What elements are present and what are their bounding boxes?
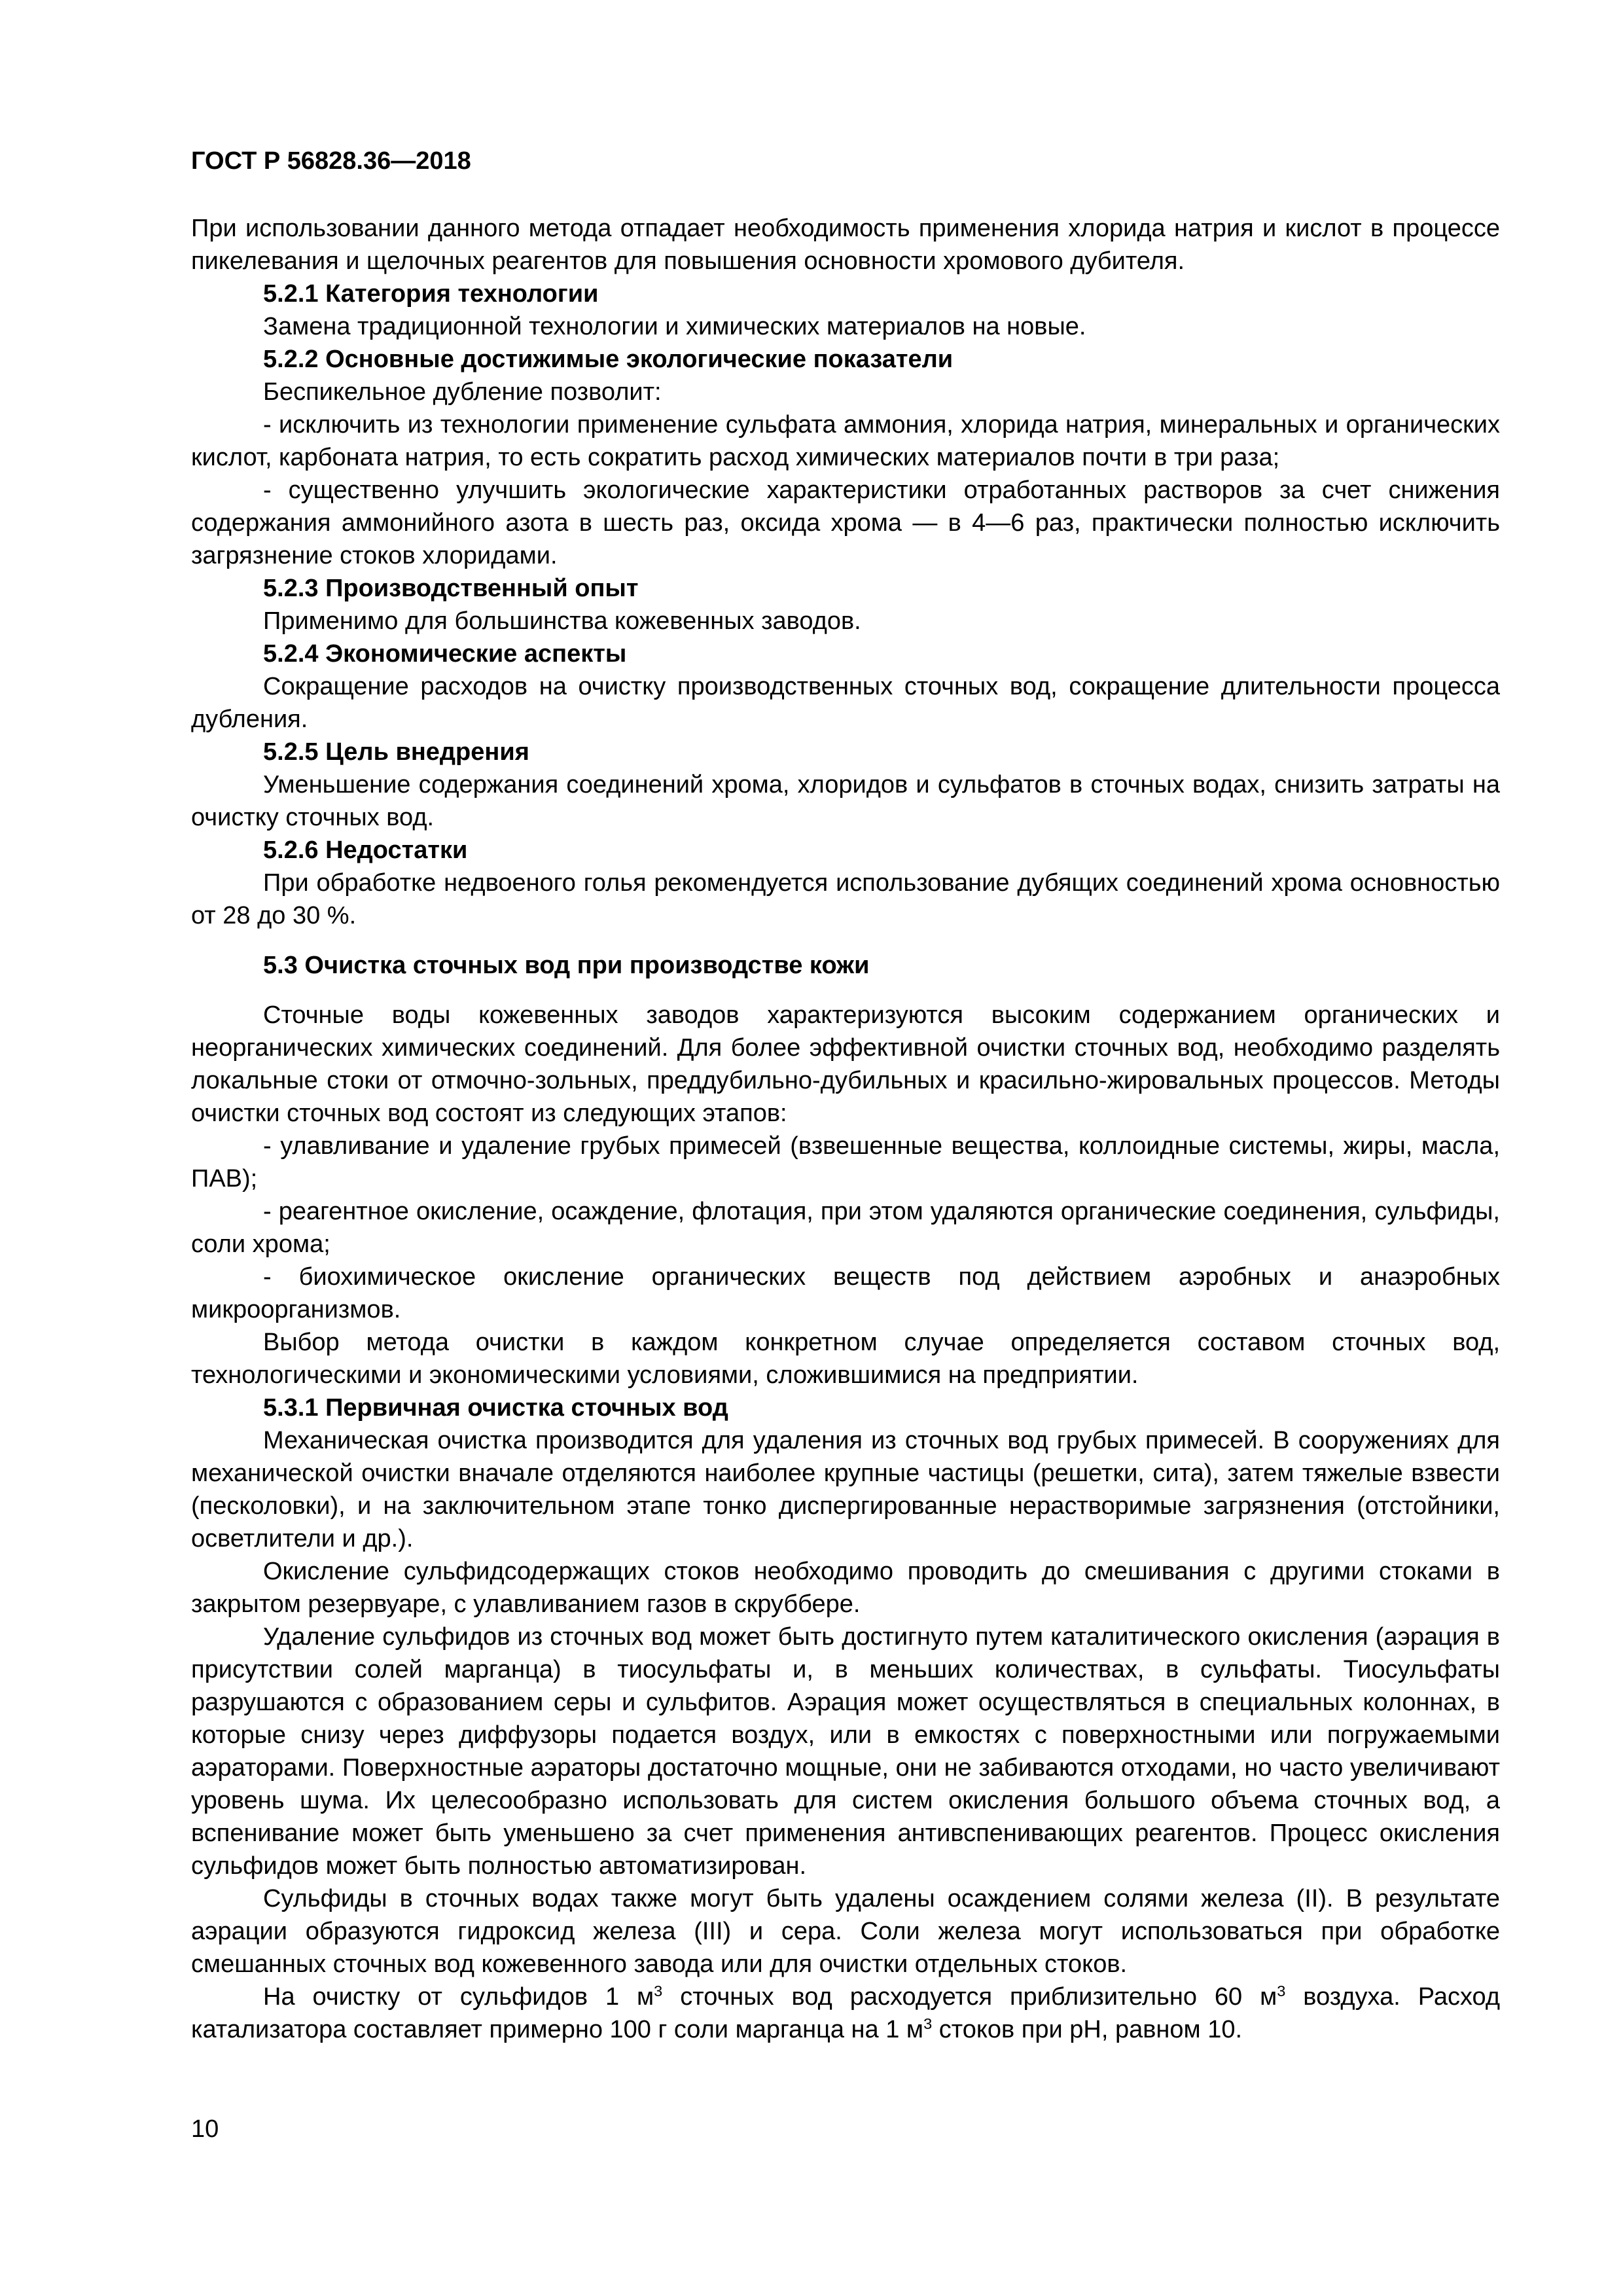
- document-body: [191, 212, 1500, 2046]
- paragraph: Беспикельное дубление позволит:: [263, 378, 662, 406]
- paragraph: - существенно улучшить экологические характеристики отработанных растворов за счет снижения содержания аммонийного азота в шесть раз, оксида хрома — в 4—6 раз, практически полностью исключить загрязнение стоков хлоридами.: [191, 476, 1500, 569]
- paragraph: - биохимическое окисление органических веществ под действием аэробных и анаэробных микроорганизмов.: [191, 1263, 1500, 1323]
- subsection-heading: 5.2.1 Категория технологии: [263, 280, 599, 308]
- superscript: 3: [1277, 1982, 1286, 2000]
- paragraph: Применимо для большинства кожевенных заводов.: [263, 607, 861, 635]
- paragraph: Замена традиционной технологии и химических материалов на новые.: [263, 313, 1086, 340]
- paragraph: Выбор метода очистки в каждом конкретном случае определяется составом сточных вод, технологическими и экономическими условиями, сложившимися на предприятии.: [191, 1329, 1500, 1389]
- text-fragment: стоков при pH, равном 10.: [932, 2016, 1243, 2043]
- text-fragment: воздуха. Расход катализатора составляет примерно 100 г соли марганца на 1 м: [191, 1983, 1501, 2043]
- subsection-heading: 5.3.1 Первичная очистка сточных вод: [263, 1394, 728, 1422]
- text-fragment: сточных вод расходуется приблизительно 60 м: [662, 1983, 1277, 2011]
- paragraph: Окисление сульфидсодержащих стоков необходимо проводить до смешивания с другими стоками в закрытом резервуаре, с улавливанием газов в скруббере.: [191, 1558, 1500, 1618]
- superscript: 3: [654, 1982, 663, 2000]
- subsection-heading: 5.2.4 Экономические аспекты: [263, 640, 627, 668]
- paragraph: - исключить из технологии применение сульфата аммония, хлорида натрия, минеральных и органических кислот, карбоната натрия, то есть сократить расход химических материалов почти в три раза;: [191, 411, 1500, 471]
- subsection-heading: 5.2.5 Цель внедрения: [263, 738, 529, 766]
- text-fragment: На очистку от сульфидов 1 м: [263, 1983, 654, 2011]
- page-number: 10: [191, 2115, 219, 2143]
- paragraph: Удаление сульфидов из сточных вод может быть достигнуто путем каталитического окисления (аэрация в присутствии солей марганца) в тиосульфаты и, в меньших количествах, в сульфаты. Тиосульфаты разрушаются с образованием серы и сульфитов. Аэрация может осуществляться в специальных колоннах, в которые снизу через диффузоры подается воздух, или в емкостях с поверхностными или погружаемыми аэраторами. Поверхностные аэраторы достаточно мощные, они не забиваются отходами, но часто увеличивают уровень шума. Их целесообразно использовать для систем окисления большого объема сточных вод, а вспенивание может быть уменьшено за счет применения антивспенивающих реагентов. Процесс окисления сульфидов может быть полностью автоматизирован.: [191, 1623, 1500, 1880]
- paragraph-catalyst-consumption: [191, 1981, 1500, 2046]
- paragraph: - улавливание и удаление грубых примесей (взвешенные вещества, коллоидные системы, жиры, масла, ПАВ);: [191, 1132, 1500, 1193]
- document-header: ГОСТ Р 56828.36—2018: [191, 147, 471, 175]
- document-page: [191, 144, 1500, 2046]
- paragraph: Механическая очистка производится для удаления из сточных вод грубых примесей. В сооружениях для механической очистки вначале отделяются наиболее крупные частицы (решетки, сита), затем тяжелые взвести (песколовки), и на заключительном этапе тонко диспергированные нерастворимые загрязнения (отстойники, осветлители и др.).: [191, 1427, 1500, 1552]
- paragraph: Сульфиды в сточных водах также могут быть удалены осаждением солями железа (II). В результате аэрации образуются гидроксид железа (III) и сера. Соли железа могут использоваться при обработке смешанных сточных вод кожевенного завода или для очистки отдельных стоков.: [191, 1885, 1500, 1978]
- paragraph: - реагентное окисление, осаждение, флотация, при этом удаляются органические соединения, сульфиды, соли хрома;: [191, 1198, 1500, 1258]
- superscript: 3: [923, 2015, 933, 2033]
- paragraph: Уменьшение содержания соединений хрома, хлоридов и сульфатов в сточных водах, снизить затраты на очистку сточных вод.: [191, 771, 1500, 831]
- subsection-heading: 5.2.6 Недостатки: [263, 836, 468, 864]
- subsection-heading: 5.2.3 Производственный опыт: [263, 575, 639, 602]
- subsection-heading: 5.2.2 Основные достижимые экологические показатели: [263, 346, 954, 373]
- paragraph: При обработке недвоеного голья рекомендуется использование дубящих соединений хрома основностью от 28 до 30 %.: [191, 869, 1500, 929]
- paragraph: При использовании данного метода отпадает необходимость применения хлорида натрия и кислот в процессе пикелевания и щелочных реагентов для повышения основности хромового дубителя.: [191, 215, 1500, 275]
- paragraph: Сточные воды кожевенных заводов характеризуются высоким содержанием органических и неорганических химических соединений. Для более эффективной очистки сточных вод, необходимо разделять локальные стоки от отмочно-зольных, преддубильно-дубильных и красильно-жировальных процессов. Методы очистки сточных вод состоят из следующих этапов:: [191, 1001, 1500, 1127]
- section-heading: 5.3 Очистка сточных вод при производстве кожи: [263, 952, 870, 979]
- paragraph: Сокращение расходов на очистку производственных сточных вод, сокращение длительности процесса дубления.: [191, 673, 1500, 733]
